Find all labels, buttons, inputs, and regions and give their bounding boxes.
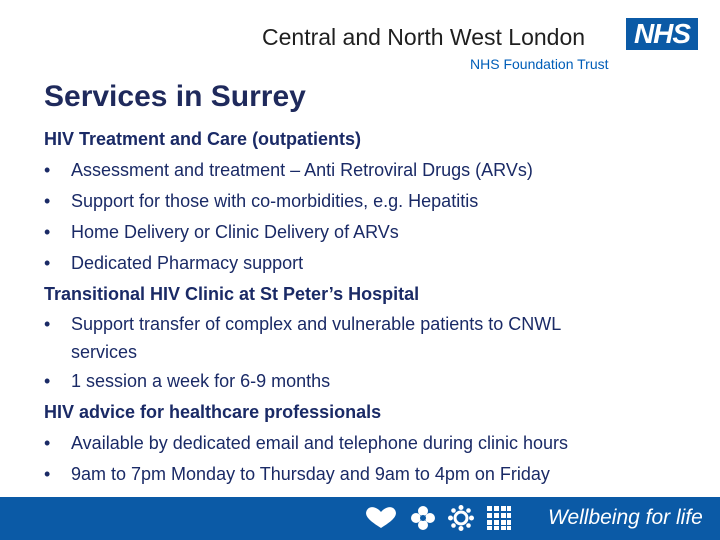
section-heading: HIV advice for healthcare professionals: [44, 402, 382, 422]
bullet-text: 9am to 7pm Monday to Thursday and 9am to 4pm on Friday: [71, 464, 550, 484]
bullet-item: [44, 155, 684, 186]
footer-tagline: Wellbeing for life: [548, 506, 703, 529]
bullet-glyph: •: [44, 433, 51, 453]
bullet-text: Assessment and treatment – Anti Retroviral Drugs (ARVs): [71, 160, 533, 180]
content-body: [44, 124, 684, 490]
bullet-glyph: •: [44, 314, 51, 334]
bullet-glyph: •: [44, 160, 51, 180]
footer-icons: [364, 505, 512, 531]
bullet-item: [44, 186, 684, 217]
bullet-glyph: •: [44, 464, 51, 484]
bullet-text: Dedicated Pharmacy support: [71, 253, 304, 273]
bullet-glyph: •: [44, 191, 51, 211]
bullet-glyph: •: [44, 222, 51, 242]
heart-icon: [364, 506, 398, 530]
bullet-item: [44, 366, 684, 397]
page-title: Services in Surrey: [44, 80, 306, 113]
footer-bar: [0, 497, 720, 540]
section-heading: Transitional HIV Clinic at St Peter’s Hospital: [44, 284, 420, 304]
bullet-text: Available by dedicated email and telephone during clinic hours: [71, 433, 568, 453]
bullet-item: [44, 310, 626, 366]
bullet-item: [44, 217, 684, 248]
grid-icon: [486, 505, 512, 531]
bullet-text: Home Delivery or Clinic Delivery of ARVs: [71, 222, 399, 242]
bullet-glyph: •: [44, 253, 51, 273]
bullet-item: [44, 428, 684, 459]
section-heading: HIV Treatment and Care (outpatients): [44, 129, 362, 149]
bullet-item: [44, 459, 684, 490]
header-trust-name: NHS Foundation Trust: [470, 56, 609, 72]
bullet-text: 1 session a week for 6-9 months: [71, 371, 331, 391]
sun-icon: [448, 505, 474, 531]
bullet-text: Support for those with co-morbidities, e.g. Hepatitis: [71, 191, 479, 211]
flower-icon: [410, 505, 436, 531]
header-org-name: Central and North West London: [262, 24, 586, 50]
bullet-text: Support transfer of complex and vulnerable patients to CNWL services: [71, 314, 561, 362]
bullet-glyph: •: [44, 371, 51, 391]
bullet-item: [44, 248, 684, 279]
nhs-logo: NHS: [626, 18, 698, 50]
